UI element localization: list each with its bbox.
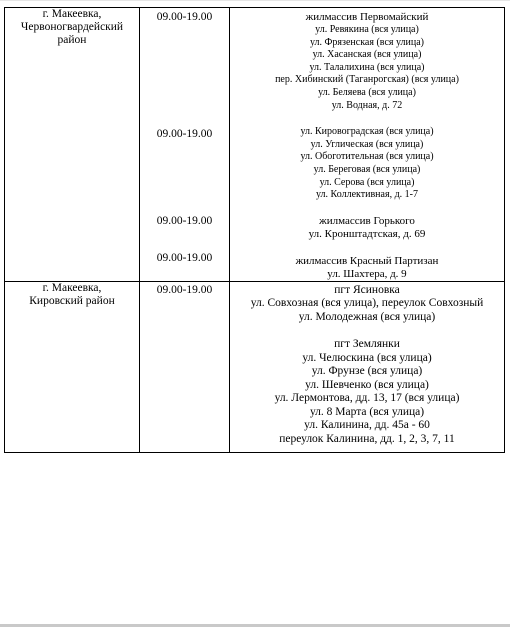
time-range: 09.00-19.00 xyxy=(156,283,213,296)
address-line: ул. Фрунзе (вся улица) xyxy=(311,365,423,378)
address-line: ул. Фрязенская (вся улица) xyxy=(309,36,425,48)
address-line: ул. Совхозная (вся улица), переулок Совхозный xyxy=(250,297,484,310)
address-line: ул. Серова (вся улица) xyxy=(319,176,415,188)
address-group xyxy=(230,241,504,281)
address-line: ул. Ревякина (вся улица) xyxy=(315,24,419,35)
address-line: ул. Молодежная (вся улица) xyxy=(298,310,436,323)
address-group xyxy=(230,112,504,202)
address-line: пер. Хибинский (Таганрогская) (вся улица) xyxy=(275,74,459,86)
address-line: пгт Землянки xyxy=(334,338,400,351)
address-line: переулок Калинина, дд. 1, 2, 3, 7, 11 xyxy=(279,432,455,445)
address-line: жилмассив Горького xyxy=(319,214,415,227)
blank-line xyxy=(230,324,504,338)
time-cell xyxy=(140,281,230,452)
address-line: ул. 8 Марта (вся улица) xyxy=(309,405,425,418)
address-group xyxy=(230,8,504,112)
time-cell xyxy=(140,8,230,282)
address-cell xyxy=(230,281,505,452)
district-cell xyxy=(5,8,140,282)
address-line: ул. Челюскина (вся улица) xyxy=(302,351,432,364)
page-top-edge xyxy=(0,0,510,1)
district-line: Червоногвардейский xyxy=(20,21,124,33)
address-line: ул. Береговая (вся улица) xyxy=(313,163,421,175)
address-line: жилмассив Первомайский xyxy=(305,11,429,23)
time-range: 09.00-19.00 xyxy=(156,11,213,23)
address-line: ул. Шевченко (вся улица) xyxy=(305,378,429,391)
district-line: г. Макеевка, xyxy=(42,8,102,20)
time-range: 09.00-19.00 xyxy=(156,215,213,227)
district-line: Кировский район xyxy=(29,294,115,307)
time-range: 09.00-19.00 xyxy=(156,252,213,264)
address-line: ул. Лермонтова, дд. 13, 17 (вся улица) xyxy=(274,392,460,405)
address-line: ул. Талалихина (вся улица) xyxy=(309,61,425,73)
table-row-chervonogvardeysky xyxy=(5,8,505,282)
district-cell xyxy=(5,281,140,452)
address-line: ул. Углическая (вся улица) xyxy=(310,138,424,150)
district-line: г. Макеевка, xyxy=(42,281,102,294)
time-range: 09.00-19.00 xyxy=(156,128,213,140)
address-group xyxy=(230,282,504,447)
address-line: ул. Хасанская (вся улица) xyxy=(312,49,422,61)
address-line: ул. Беляева (вся улица) xyxy=(318,86,416,98)
address-line: ул. Водная, д. 72 xyxy=(331,99,403,111)
address-line: ул. Шахтера, д. 9 xyxy=(327,267,407,280)
address-line: ул. Кронштадтская, д. 69 xyxy=(308,227,426,240)
address-line: ул. Калинина, дд. 45а - 60 xyxy=(304,419,430,432)
outage-schedule-table xyxy=(4,7,505,453)
table-row-kirovsky xyxy=(5,281,505,452)
address-line: ул. Кировоградская (вся улица) xyxy=(300,126,434,138)
address-line: жилмассив Красный Партизан xyxy=(295,254,439,267)
address-line: пгт Ясиновка xyxy=(334,283,400,296)
address-cell xyxy=(230,8,505,282)
address-group xyxy=(230,202,504,241)
district-line: район xyxy=(57,34,87,46)
address-line: ул. Коллективная, д. 1-7 xyxy=(316,189,418,201)
address-line: ул. Обоготительная (вся улица) xyxy=(300,151,434,163)
